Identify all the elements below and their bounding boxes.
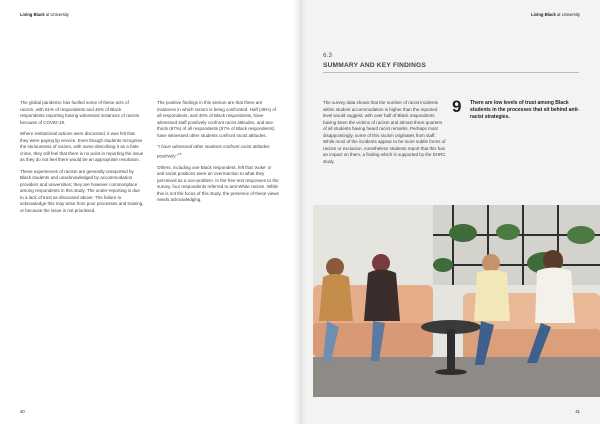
key-finding-text: There are low levels of trust among Black students in the processes that sit behind anti-racist strategies. xyxy=(470,100,580,120)
quote-reference: 15 xyxy=(178,151,182,156)
key-finding-number: 9 xyxy=(452,97,462,116)
quote-text: "I have witnessed other students confront racist attitudes positively." xyxy=(157,144,270,158)
header-rest: at University xyxy=(44,12,69,17)
paragraph: The positive findings in this section are that there are instances in which racism is being confronted. Half (49%) of all respondents, and 40% of Black respondents, have witnessed staff positively confront racist attitudes, and two-thirds (67%) of all respondents (57% of Black respondents) have witnessed other students confront racist attitudes. xyxy=(157,100,277,138)
running-header-left xyxy=(20,12,69,17)
paragraph: The survey data shows that the number of racist incidents within student accommodation is higher than the reported level would suggest, with over half of Black respondents having been the victims of racism and almost three-quarters of all students having heard racist remarks. Perhaps most disappointingly, some of this racism originates from staff. While most of the incidents appear to be more subtle forms of racism or exclusion, nonetheless students report that this has an impact on them, a finding which is supported by the EHRC study. xyxy=(323,100,446,164)
paragraph: Others, including one Black respondent, felt that 'woke' or anti-racist positions were an overreaction to what they perceived as a non-problem. In the free text responses to the survey, four respondents referred to anti-White racism. While this is not the focus of this study, the presence of these views needs acknowledging. xyxy=(157,164,279,202)
right-column-body xyxy=(323,100,447,170)
students-photo xyxy=(313,205,600,397)
running-header-right xyxy=(531,12,580,17)
page-number-left: 40 xyxy=(20,409,25,414)
paragraph: These experiences of racism are generally unreported by Black students and unacknowledged by accommodation providers and universities; they are however commonplace among respondents in this study. The under-reporting is due to a lack of trust as discussed above. The failure to acknowledge this may arise from poor processes and training, or because the issue is not prioritised. xyxy=(20,168,144,213)
pull-quote xyxy=(157,144,281,160)
header-brand: Living Black xyxy=(531,12,556,17)
header-rest: at University xyxy=(555,12,580,17)
section-number: 6.3 xyxy=(323,52,333,59)
right-page xyxy=(300,0,600,424)
paragraph: The global pandemic has fuelled some of these acts of racism, with 51% of respondents and 46% of Black respondents reporting having witnessed instances of racism because of COVID-19. xyxy=(20,100,140,125)
left-column-1 xyxy=(20,100,144,219)
section-title: SUMMARY AND KEY FINDINGS xyxy=(323,62,426,69)
page-number-right: 41 xyxy=(575,409,580,414)
section-divider xyxy=(323,72,579,73)
students-lounge-illustration xyxy=(313,205,600,397)
left-column-2 xyxy=(157,100,281,209)
header-brand: Living Black xyxy=(20,12,45,17)
paragraph: Where institutional actions were discussed, it was felt that they were paying lip service. Even though students recognise the seriousness of racism, with some describing it as a hate crime, they still feel that there is no point in reporting the issue as they do not feel there would be an appropriate resolution. xyxy=(20,131,144,162)
